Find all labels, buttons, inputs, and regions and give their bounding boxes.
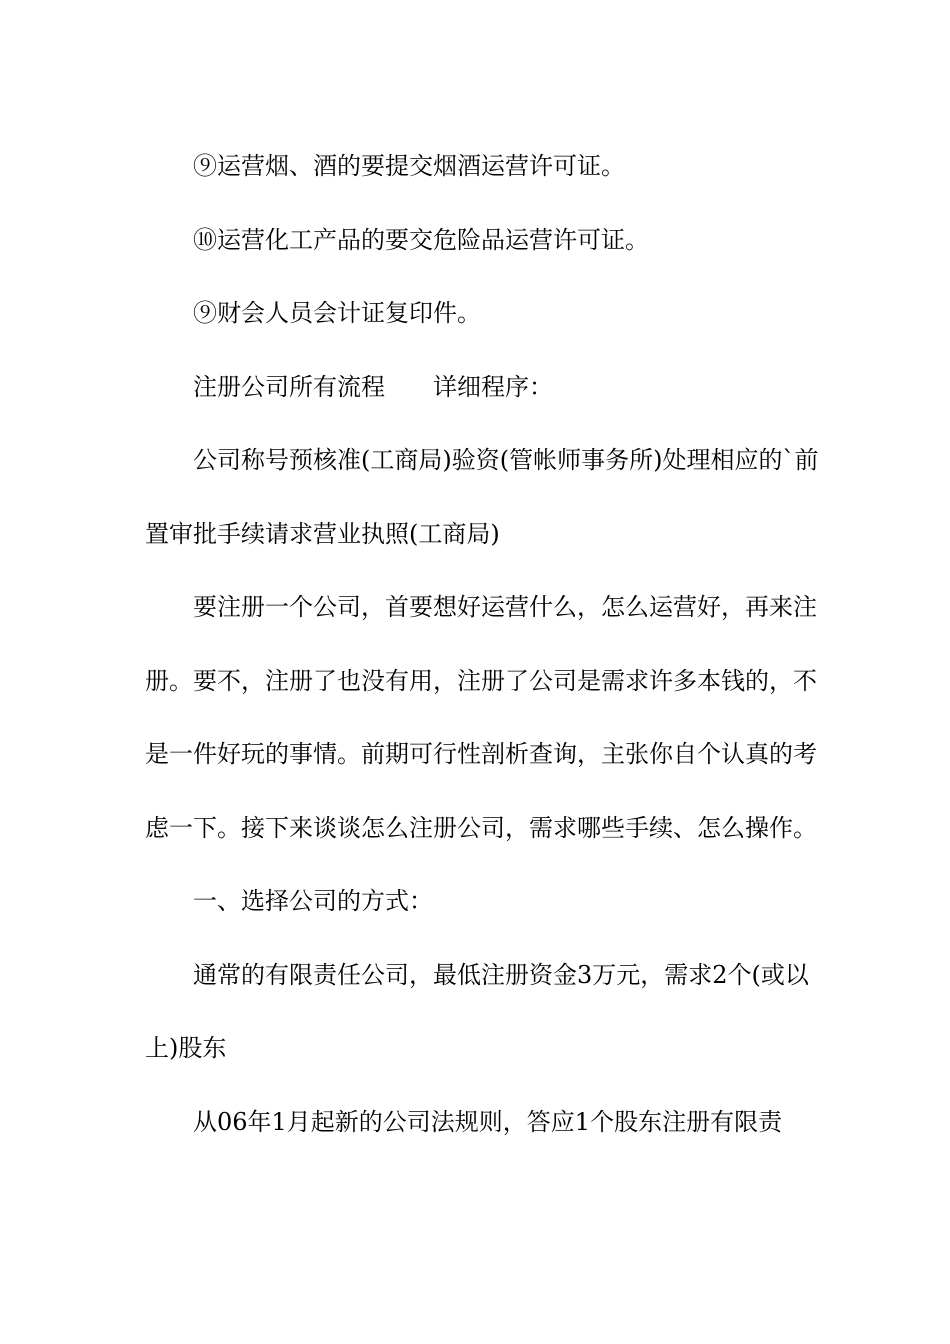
process-heading-right: 详细程序： xyxy=(433,372,553,401)
paragraph-process-steps: 公司称号预核准(工商局)验资(管帐师事务所)处理相应的`前置审批手续请求营业执照(工商局) xyxy=(145,446,819,548)
paragraph-process-heading xyxy=(145,351,835,425)
paragraph-section-one-heading: 一、选择公司的方式： xyxy=(193,887,433,915)
paragraph-limited-company: 通常的有限责任公司，最低注册资金3万元，需求2个(或以上)股东 xyxy=(145,960,809,1062)
paragraph-accountant-certificate: ⑨财会人员会计证复印件。 xyxy=(193,299,481,327)
process-heading-left: 注册公司所有流程 xyxy=(193,372,385,401)
paragraph-chemical-license: ⑩运营化工产品的要交危险品运营许可证。 xyxy=(193,225,649,254)
paragraph-registration-advice: 要注册一个公司，首要想好运营什么，怎么运营好，再来注册。要不，注册了也没有用，注册了公司是需求许多本钱的，不是一件好玩的事情。前期可行性剖析查询，主张你自个认真的考虑一下。接下来谈谈怎么注册公司，需求哪些手续、怎么操作。 xyxy=(145,593,817,842)
document-body xyxy=(145,130,835,1159)
paragraph-tobacco-license: ⑨运营烟、酒的要提交烟酒运营许可证。 xyxy=(193,152,625,180)
paragraph-new-company-law: 从06年1月起新的公司法规则，答应1个股东注册有限责 xyxy=(193,1107,783,1136)
